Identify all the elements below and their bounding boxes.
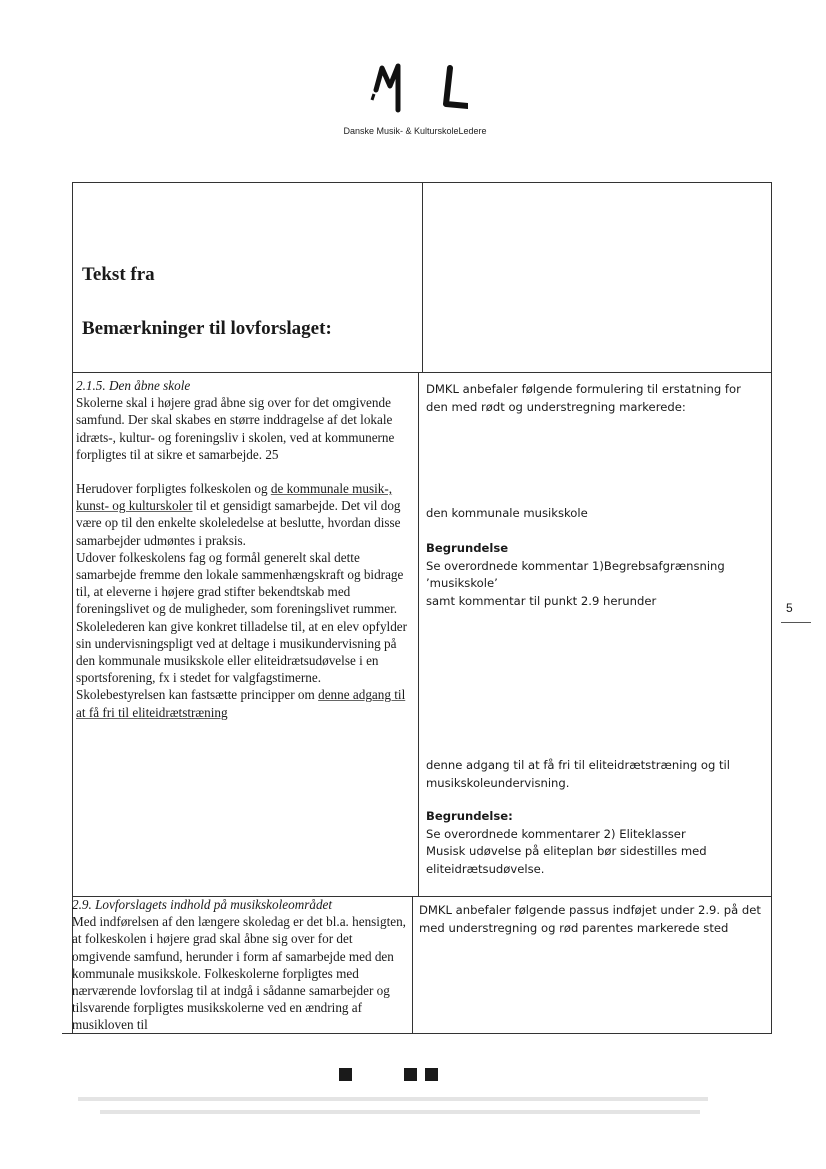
underlined-phrase-2: denne adgang til at få fri til eliteidrætstræning: [76, 687, 406, 720]
row1-right-reason1: [426, 540, 766, 610]
footer-faint-line-1: [78, 1097, 708, 1101]
reason2-line1: Se overordnede kommentarer 2) Eliteklasser: [426, 826, 686, 841]
reason2-title: Begrundelse:: [426, 809, 513, 823]
row1-right-intro: DMKL anbefaler følgende formulering til erstatning for den med rødt og understregning markerede:: [426, 382, 741, 414]
row1-right-replacement1: den kommunale musikskole: [426, 506, 588, 520]
row2-left-cell: [72, 896, 406, 1034]
row2-right-intro: DMKL anbefaler følgende passus indføjet under 2.9. på det med understregning og rød parentes markerede sted: [419, 903, 761, 935]
footer-square-3: [425, 1068, 438, 1081]
reason2-line2: Musisk udøvelse på eliteplan bør sidestilles med eliteidrætsudøvelse.: [426, 844, 707, 876]
footer-square-2: [404, 1068, 417, 1081]
row1-right-replacement2: denne adgang til at få fri til eliteidrætstræning og til musikskoleundervisning.: [426, 758, 730, 790]
footer-square-1: [339, 1068, 352, 1081]
page-number-rule: [781, 622, 811, 623]
logo-text: Danske Musik- & KulturskoleLedere: [343, 126, 487, 136]
page-number: 5: [786, 601, 793, 615]
row1-right-reason2: [426, 808, 756, 878]
reason1-line2: ’musikskole’: [426, 576, 498, 590]
footer-faint-line-2: [100, 1110, 700, 1114]
section-title-2-1-5: 2.1.5. Den åbne skole: [76, 378, 191, 393]
table-divider-mid: [418, 373, 419, 896]
table-divider-top: [422, 182, 423, 373]
row1-left-para2: Herudover forpligtes folkeskolen og de kommunale musik-, kunst- og kulturskoler til et gensidigt samarbejde. Det vil dog være op til den enkelte skoleledelse at beslutte, hvordan disse samarbejder udmøntes i praksis.: [76, 481, 401, 548]
reason1-line3: samt kommentar til punkt 2.9 herunder: [426, 593, 657, 608]
reason1-line1: Se overordnede kommentar 1)Begrebsafgrænsning: [426, 558, 725, 573]
underlined-phrase-1: de kommunale musik-, kunst- og kulturskoler: [76, 481, 393, 514]
section-title-2-9: 2.9. Lovforslagets indhold på musikskoleområdet: [72, 897, 333, 912]
row2-left-para1: Med indførelsen af den længere skoledag er det bl.a. hensigten, at folkeskolen i højere grad skal åbne sig over for det omgivende samfund, herunder i form af samarbejde med den kommunale musikskole. Folkeskolerne forpligtes med nærværende lovforslag til at indgå i sådanne samarbejder og tilsvarende forpligtes musikskolerne ved en ændring af musikloven til: [72, 914, 406, 1033]
ml-logo-icon: [368, 60, 468, 120]
dmkl-logo: [330, 60, 500, 140]
heading-line-2: Bemærkninger til lovforslaget:: [82, 318, 332, 339]
row1-left-para1: Skolerne skal i højere grad åbne sig over for det omgivende samfund. Der skal skabes en større inddragelse af det lokale idræts-, kultur- og foreningsliv i skolen, ved at kommunerne forpligtes til at sikre et samarbejde. 25: [76, 395, 395, 462]
row1-left-para4: Skolelederen kan give konkret tilladelse til, at en elev opfylder sin undervisningspligt ved at deltage i musikundervisning på den kommunale musikskole eller eliteidrætsudøvelse i en sportsforening, fx i stedet for valgfagstimerne. Skolebestyrelsen kan fastsætte principper om denne adgang til at få fri til eliteidrætstræning: [76, 618, 408, 720]
heading-line-1: Tekst fra: [82, 264, 155, 285]
row1-left-cell: [76, 377, 412, 721]
table-border-right: [771, 182, 772, 1034]
row1-left-para3: Udover folkeskolens fag og formål generelt skal dette samarbejde fremme den lokale sammenhængskraft og bidrage til, at eleverne i højere grad stifter bekendtskab med foreningslivet og de muligheder, som foreningslivet rummer.: [76, 549, 404, 617]
table-divider-bottom: [412, 896, 413, 1034]
table-row-line-1: [72, 372, 772, 373]
reason1-title: Begrundelse: [426, 541, 509, 555]
